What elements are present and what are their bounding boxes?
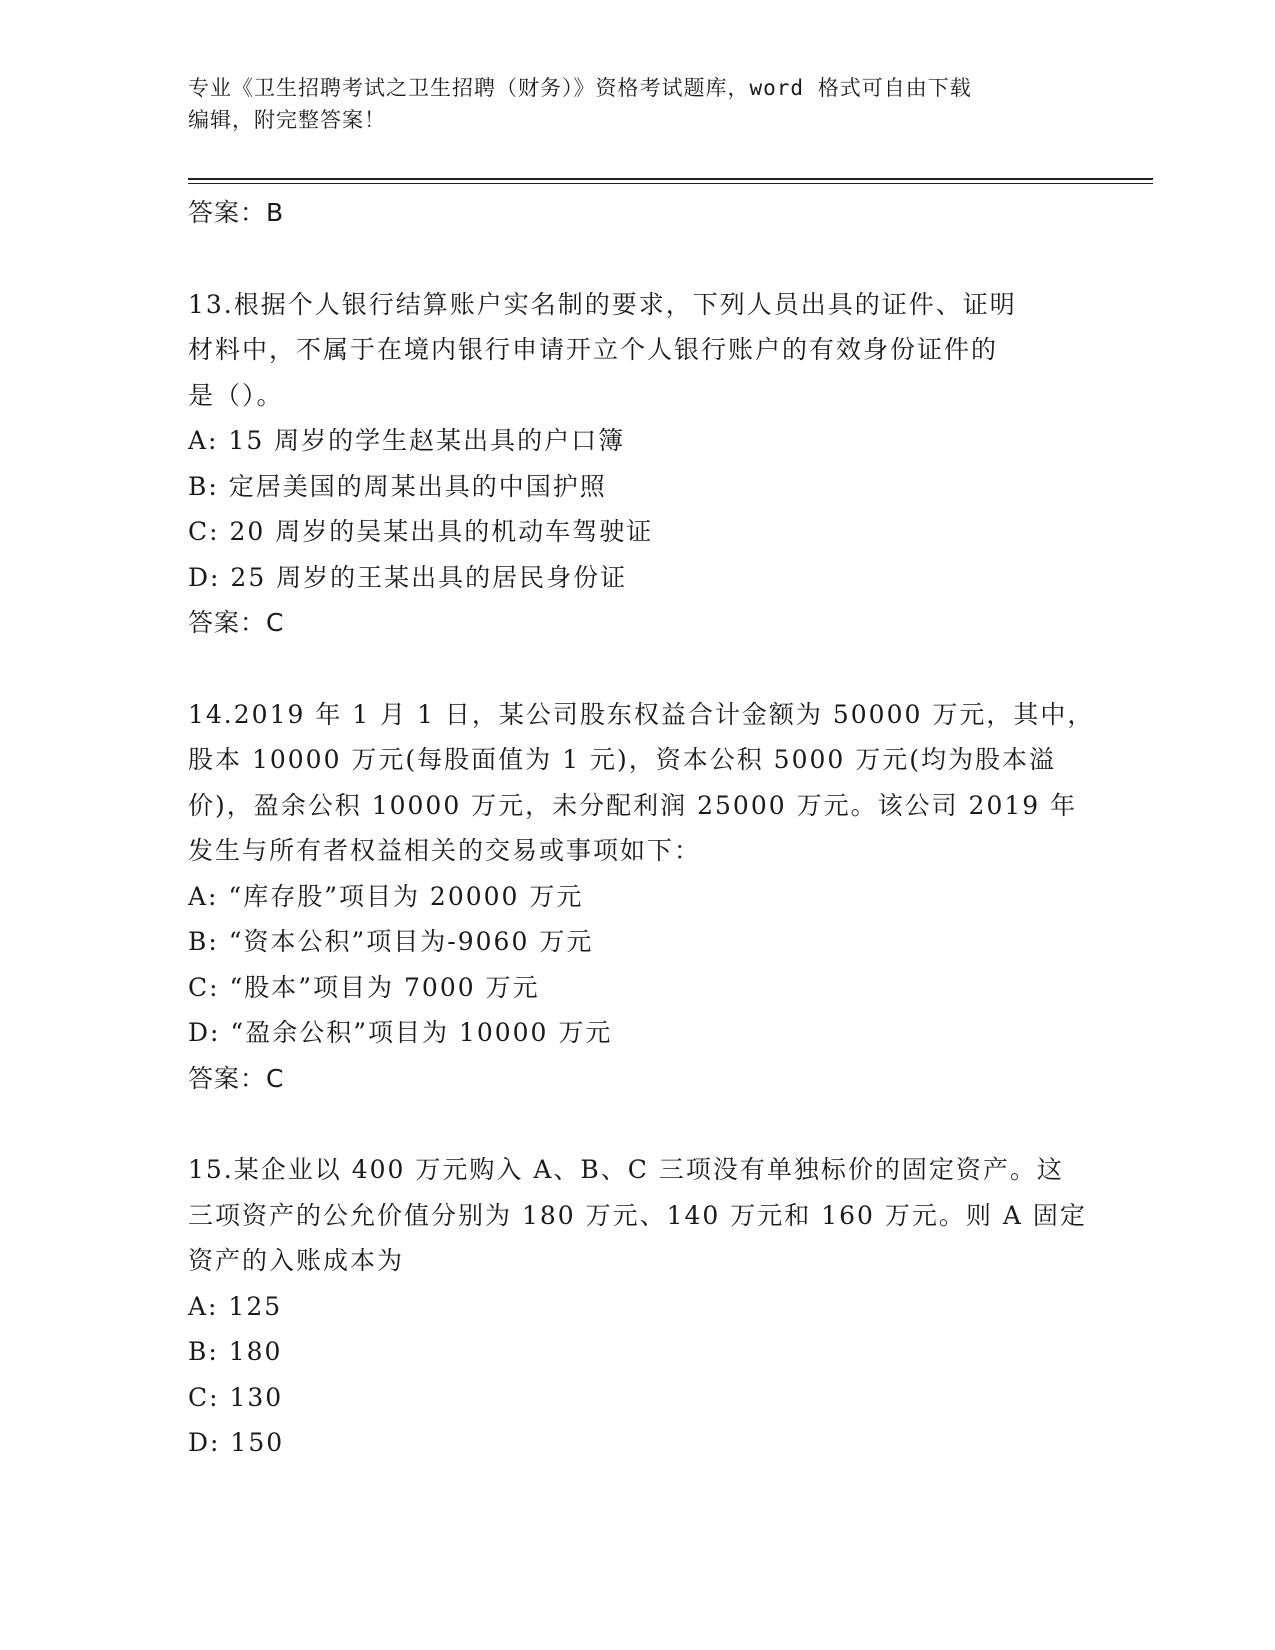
- document-header: [188, 72, 1068, 136]
- option-b: B: 定居美国的周某出具的中国护照: [188, 471, 607, 501]
- header-divider-thin: [188, 183, 1153, 184]
- question-stem-line: 13.根据个人银行结算账户实名制的要求，下列人员出具的证件、证明: [188, 289, 1017, 319]
- question-stem-line: 15.某企业以 400 万元购入 A、B、C 三项没有单独标价的固定资产。这: [188, 1155, 1064, 1184]
- answer: 答案：C: [188, 1063, 285, 1093]
- question-stem-line: 14.2019 年 1 月 1 日，某公司股东权益合计金额为 50000 万元，其中，: [188, 699, 1095, 729]
- option-c: C: 130: [188, 1382, 284, 1412]
- question-stem-line: 股本 10000 万元(每股面值为 1 元)，资本公积 5000 万元(均为股本溢: [188, 745, 1057, 774]
- option-a: A: 125: [188, 1291, 283, 1321]
- answer-previous: 答案：B: [188, 198, 285, 227]
- answer: 答案：C: [188, 608, 285, 637]
- header-divider-thick: [188, 178, 1153, 180]
- question-stem-line: 是（）。: [188, 380, 284, 410]
- question-stem-line: 价)，盈余公积 10000 万元，未分配利润 25000 万元。该公司 2019 年: [188, 790, 1078, 820]
- option-d: D: 150: [188, 1428, 285, 1457]
- question-13: [188, 282, 1088, 646]
- question-15: [188, 1147, 1088, 1466]
- question-stem-line: 材料中，不属于在境内银行申请开立个人银行账户的有效身份证件的: [188, 335, 999, 364]
- question-14: [188, 692, 1095, 1102]
- header-line-1: 专业《卫生招聘考试之卫生招聘（财务）》资格考试题库，word 格式可自由下载: [188, 76, 972, 100]
- question-stem-line: 资产的入账成本为: [188, 1246, 405, 1275]
- option-b: B: “资本公积”项目为-9060 万元: [188, 927, 594, 956]
- option-d: D: 25 周岁的王某出具的居民身份证: [188, 562, 628, 592]
- question-stem-line: 发生与所有者权益相关的交易或事项如下：: [188, 836, 702, 865]
- question-content: [188, 190, 1095, 1466]
- option-a: A: 15 周岁的学生赵某出具的户口簿: [188, 426, 626, 455]
- option-d: D: “盈余公积”项目为 10000 万元: [188, 1018, 613, 1047]
- option-c: C: 20 周岁的吴某出具的机动车驾驶证: [188, 517, 654, 546]
- question-stem-line: 三项资产的公允价值分别为 180 万元、140 万元和 160 万元。则 A 固定: [188, 1200, 1087, 1230]
- option-c: C: “股本”项目为 7000 万元: [188, 972, 540, 1002]
- option-b: B: 180: [188, 1337, 283, 1366]
- option-a: A: “库存股”项目为 20000 万元: [188, 881, 584, 911]
- header-line-2: 编辑，附完整答案！: [188, 108, 386, 132]
